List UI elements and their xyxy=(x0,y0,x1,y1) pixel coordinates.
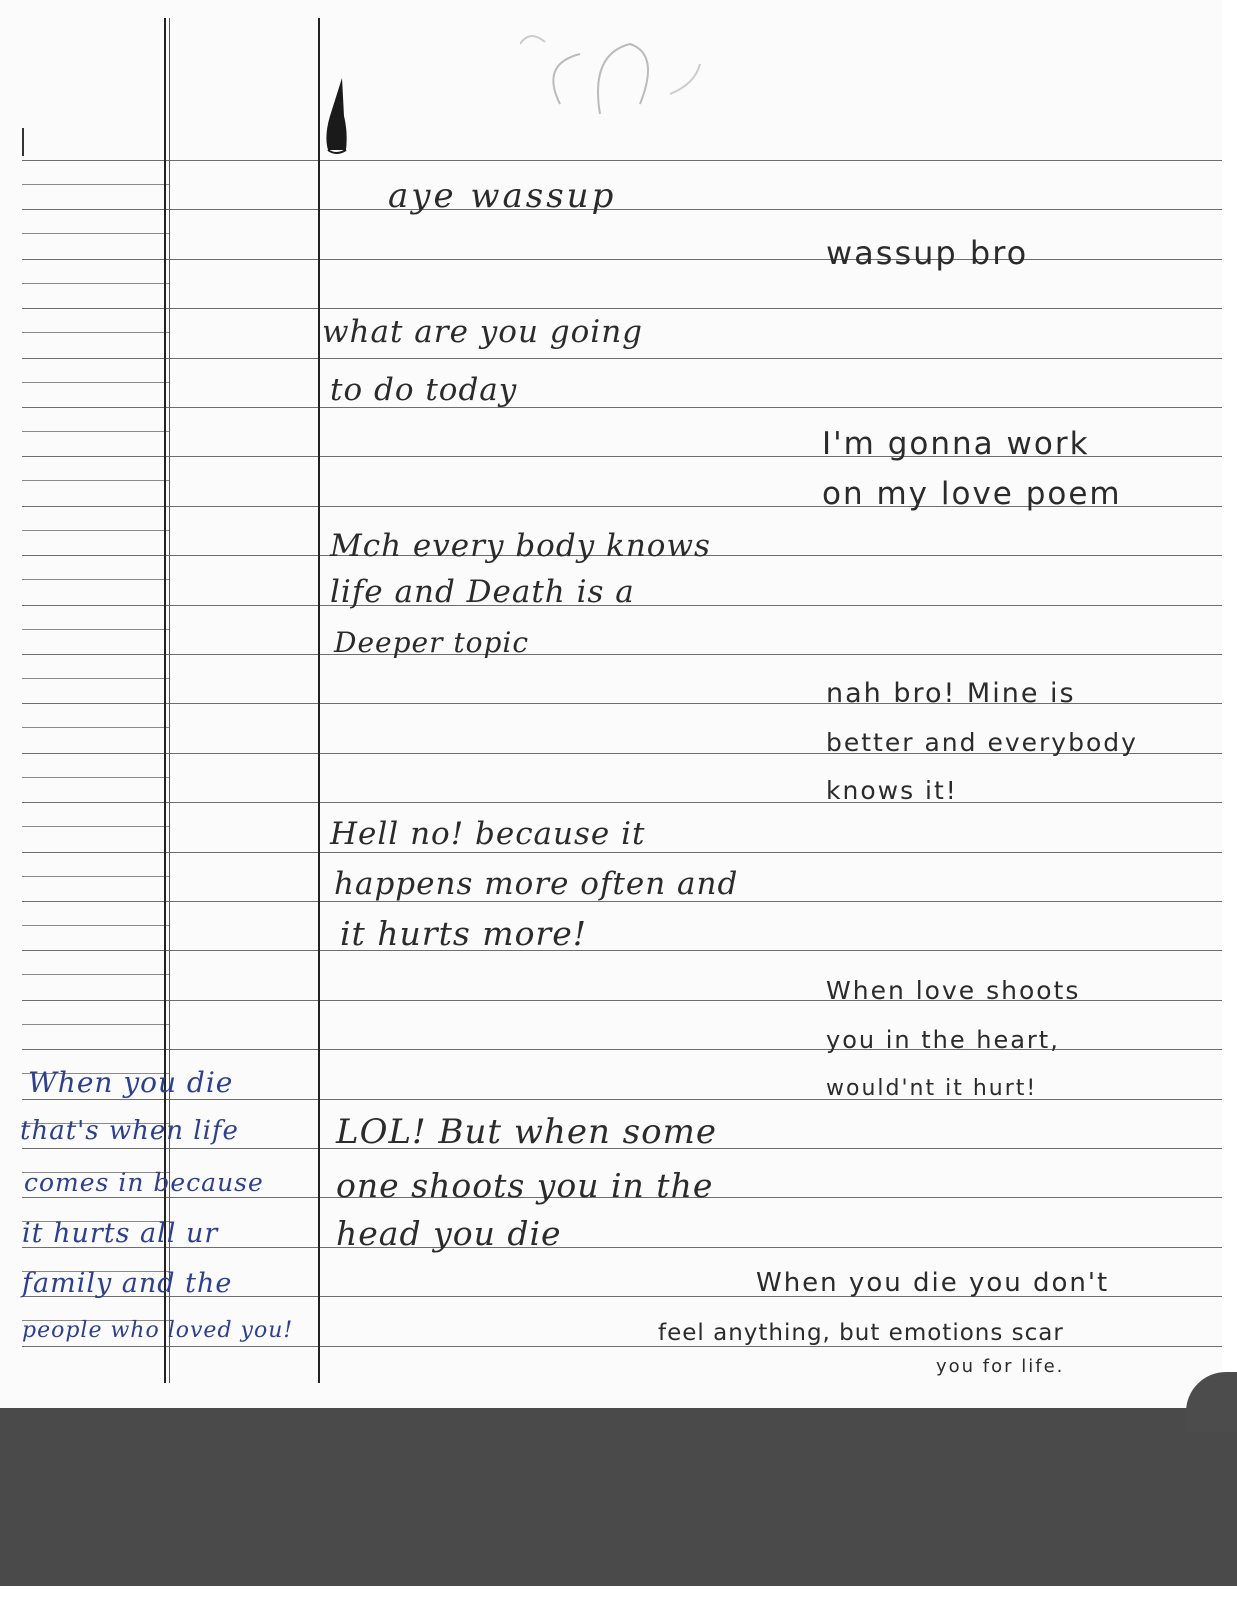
line-right-2a: I'm gonna work xyxy=(822,426,1090,462)
margin-ruled-line xyxy=(22,678,170,679)
margin-ruled-line xyxy=(22,629,170,630)
margin-ruled-line xyxy=(22,480,170,481)
ruled-line xyxy=(22,950,1222,951)
line-left-3c: Deeper topic xyxy=(334,626,530,659)
ruled-line xyxy=(22,852,1222,853)
margin-ruled-line xyxy=(22,184,170,185)
pencil-sketch-icon xyxy=(320,76,350,158)
margin-line-right xyxy=(318,18,320,1383)
margin-ruled-line xyxy=(22,233,170,234)
line-right-2b: on my love poem xyxy=(822,476,1122,512)
margin-note-line-6: people who loved you! xyxy=(22,1318,294,1343)
margin-ruled-line xyxy=(22,826,170,827)
margin-ruled-line xyxy=(22,925,170,926)
margin-ruled-line xyxy=(22,876,170,877)
margin-ruled-line xyxy=(22,579,170,580)
faint-doodle-icon xyxy=(520,24,720,124)
margin-ruled-line xyxy=(22,283,170,284)
margin-note-line-1: When you die xyxy=(28,1066,234,1099)
margin-ruled-line xyxy=(22,431,170,432)
line-left-1: aye wassup xyxy=(388,176,617,216)
line-left-4c: it hurts more! xyxy=(340,914,587,953)
line-right-5c: you for life. xyxy=(936,1356,1065,1377)
ruled-line xyxy=(22,259,1222,260)
margin-ruled-line xyxy=(22,332,170,333)
line-left-3b: life and Death is a xyxy=(330,574,635,610)
margin-ruled-line xyxy=(22,727,170,728)
line-right-4a: When love shoots xyxy=(826,976,1081,1005)
margin-note-line-2: that's when life xyxy=(20,1116,239,1146)
line-right-1: wassup bro xyxy=(826,234,1029,272)
line-left-3a: Mch every body knows xyxy=(330,528,711,564)
ruled-line xyxy=(22,308,1222,309)
ruled-line xyxy=(22,407,1222,408)
line-left-5c: head you die xyxy=(336,1214,562,1253)
margin-ruled-line xyxy=(22,1024,170,1025)
margin-ruled-line xyxy=(22,530,170,531)
line-left-4b: happens more often and xyxy=(334,866,739,902)
ruled-line xyxy=(22,358,1222,359)
line-right-5a: When you die you don't xyxy=(756,1268,1110,1298)
ruled-line xyxy=(22,1346,1222,1347)
ruled-line xyxy=(22,160,1222,161)
ruled-line xyxy=(22,802,1222,803)
margin-ruled-line xyxy=(22,974,170,975)
line-left-4a: Hell no! because it xyxy=(330,816,646,852)
line-right-4b: you in the heart, xyxy=(826,1026,1060,1054)
line-right-4c: would'nt it hurt! xyxy=(826,1076,1038,1101)
line-left-2b: to do today xyxy=(330,372,518,408)
margin-note-line-5: family and the xyxy=(22,1268,233,1299)
line-left-5a: LOL! But when some xyxy=(336,1112,717,1152)
margin-note-line-3: comes in because xyxy=(24,1168,264,1197)
ruled-line xyxy=(22,1099,1222,1100)
scanner-background xyxy=(0,1408,1237,1600)
line-left-2a: what are you going xyxy=(322,314,644,350)
line-right-3a: nah bro! Mine is xyxy=(826,678,1076,709)
margin-ruled-line xyxy=(22,777,170,778)
edge-mark xyxy=(22,128,24,156)
line-right-5b: feel anything, but emotions scar xyxy=(658,1320,1064,1346)
ruled-line xyxy=(22,654,1222,655)
margin-ruled-line xyxy=(22,382,170,383)
line-left-5b: one shoots you in the xyxy=(336,1166,714,1205)
ruled-line xyxy=(22,209,1222,210)
line-right-3c: knows it! xyxy=(826,776,958,805)
margin-note-line-4: it hurts all ur xyxy=(22,1218,219,1249)
line-right-3b: better and everybody xyxy=(826,728,1138,757)
